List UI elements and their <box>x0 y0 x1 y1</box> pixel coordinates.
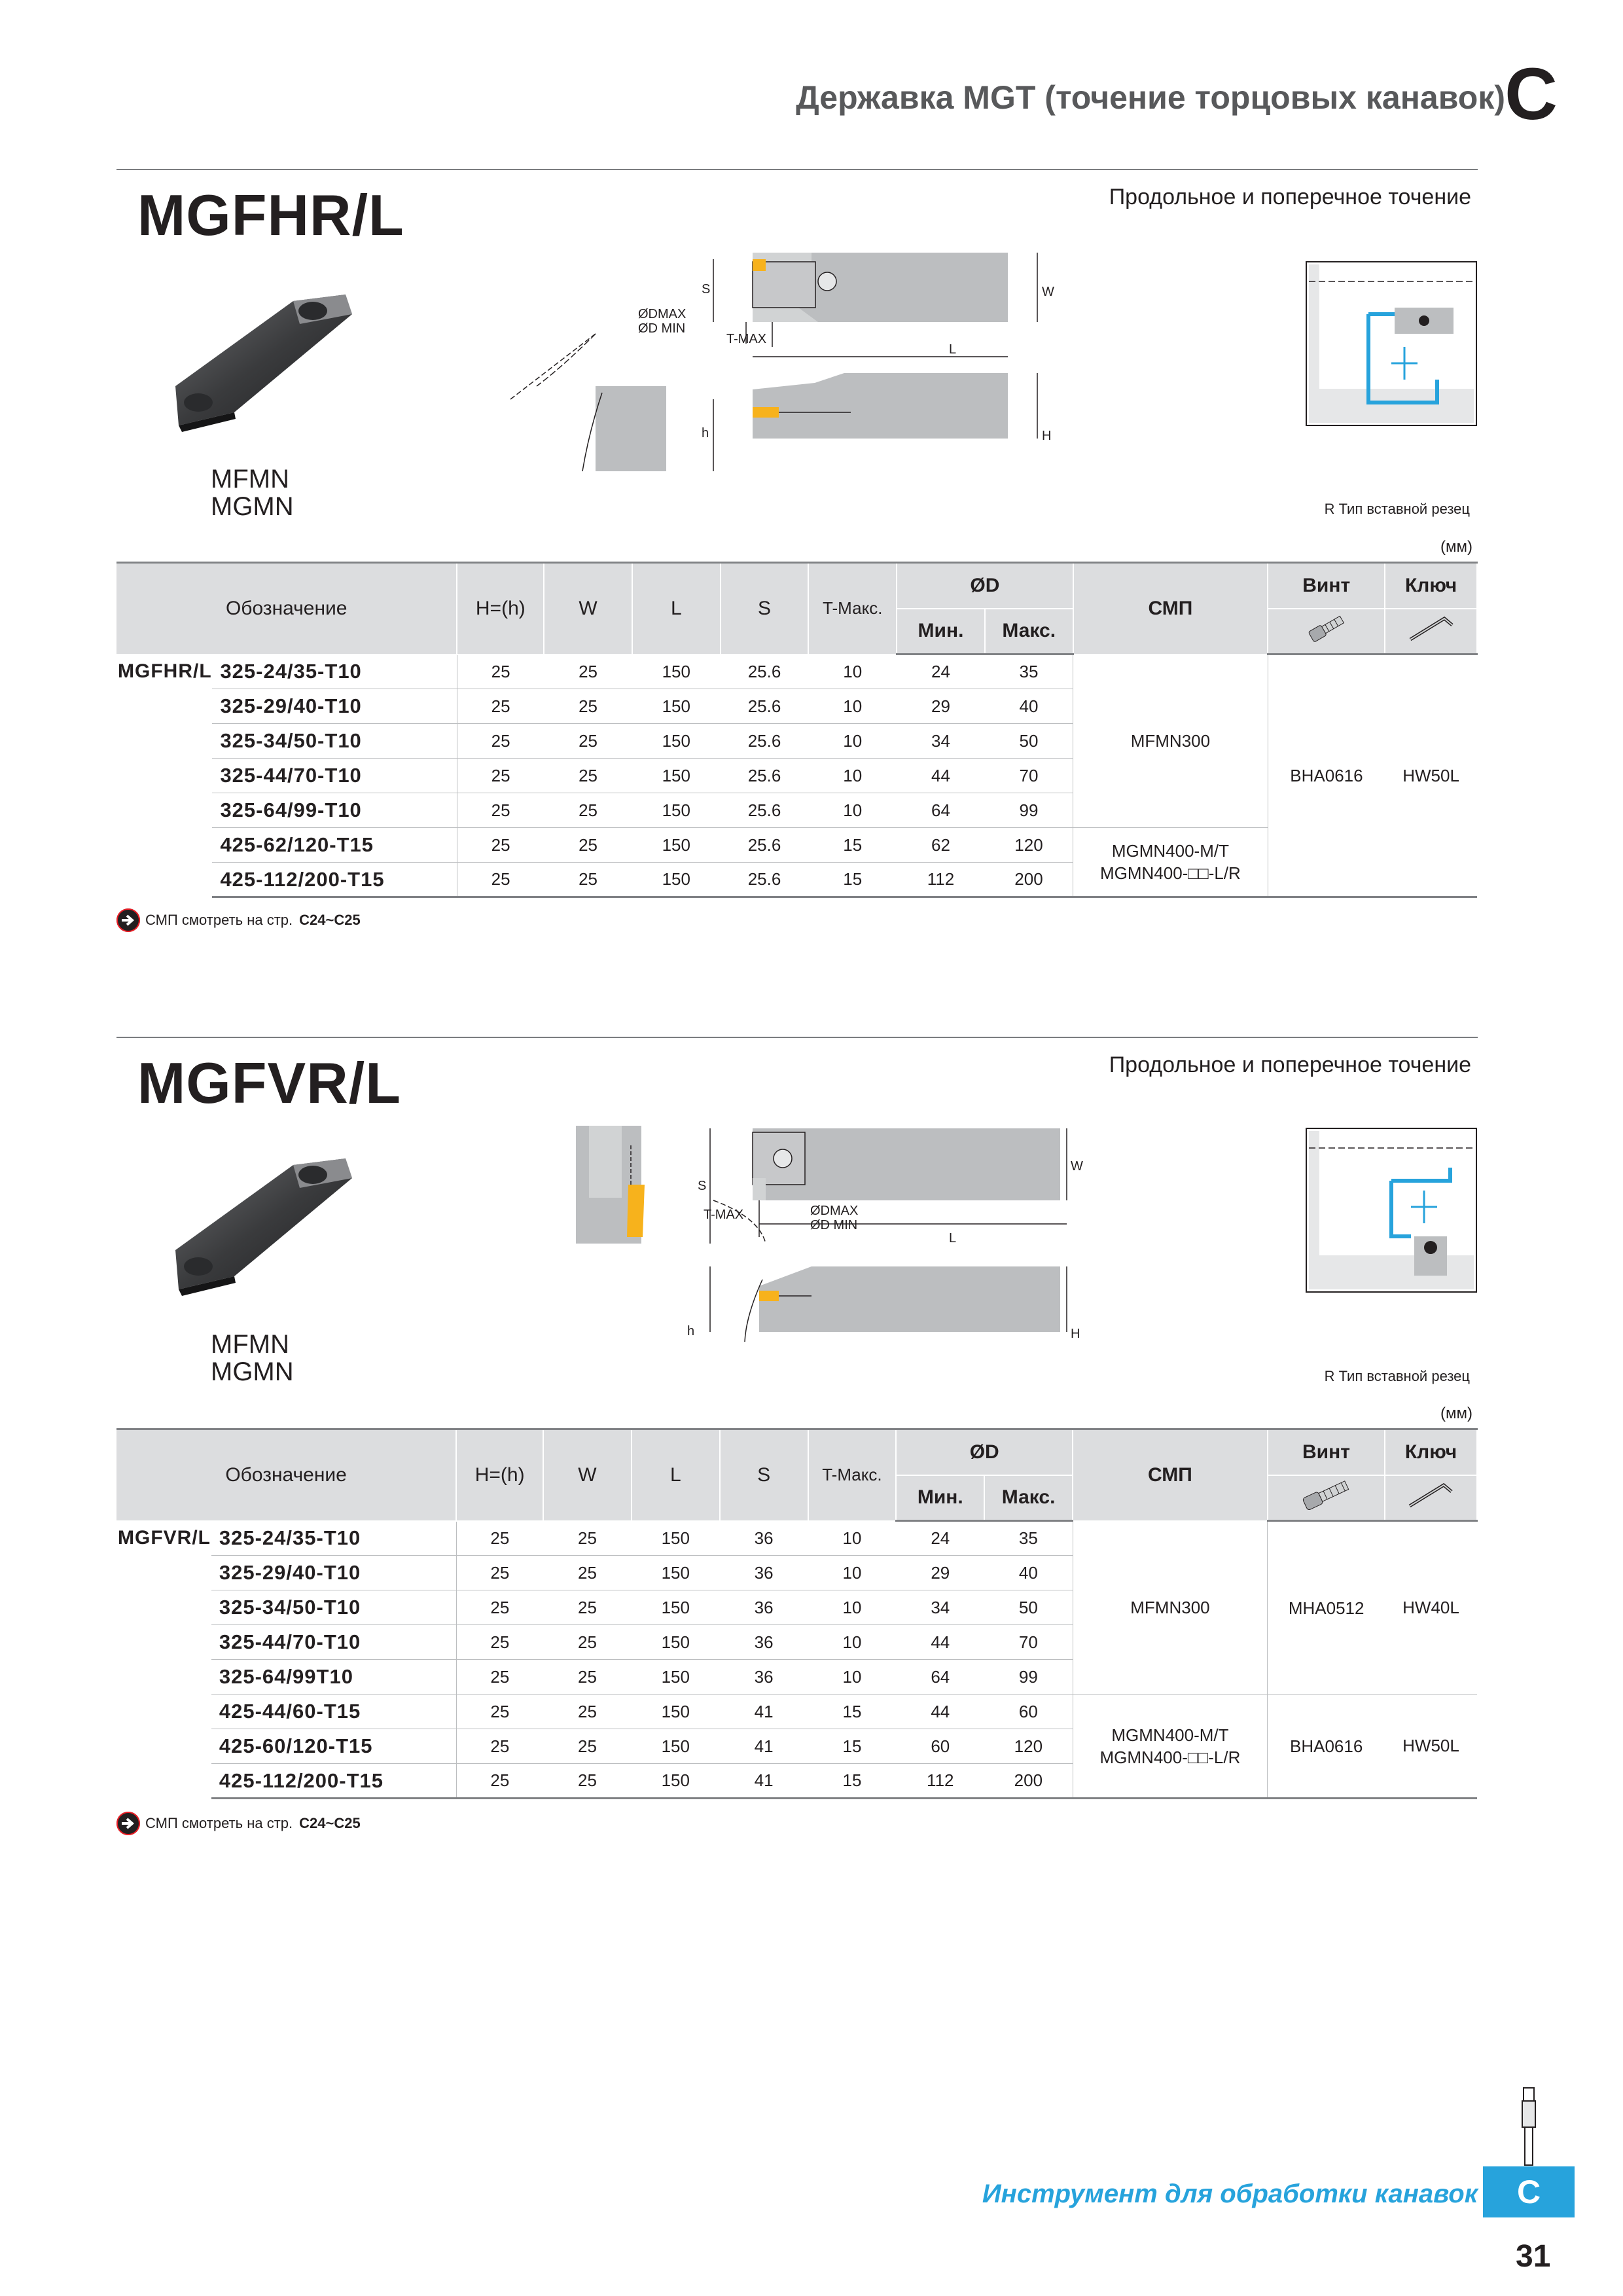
cell-s: 25.6 <box>721 689 809 724</box>
cell-dmax: 40 <box>985 689 1073 724</box>
insert-image <box>162 1139 359 1302</box>
cell-dmin: 44 <box>897 759 985 793</box>
cell-dmin: 112 <box>896 1764 984 1799</box>
col-s: S <box>720 1429 808 1521</box>
cell-dmin: 29 <box>897 689 985 724</box>
cell-insert <box>1073 828 1268 897</box>
insert-label-mfmn: MFMN <box>211 1330 289 1359</box>
dim-l: L <box>949 342 957 357</box>
insert-image <box>162 275 359 439</box>
col-t-max: T-Макс. <box>808 1429 897 1521</box>
col-w: W <box>543 1429 632 1521</box>
col-h: H=(h) <box>457 563 544 655</box>
dim-h-big: H <box>1042 429 1052 443</box>
cell-dmax: 99 <box>985 793 1073 828</box>
cell-s: 25.6 <box>721 863 809 897</box>
cell-w: 25 <box>543 1764 632 1799</box>
table-row-code: 425-112/200-T15 <box>212 863 457 897</box>
cell-l: 150 <box>632 1590 720 1625</box>
insert-line: MGMN400-M/T <box>1111 1725 1229 1745</box>
cell-w: 25 <box>544 793 632 828</box>
footnote <box>116 908 361 932</box>
chapter-tab[interactable]: C <box>1483 2166 1575 2217</box>
cell-h: 25 <box>456 1660 543 1695</box>
dim-h-big: H <box>1071 1327 1080 1341</box>
cell-h: 25 <box>456 1695 543 1729</box>
cell-h: 25 <box>457 759 544 793</box>
col-h: H=(h) <box>456 1429 543 1521</box>
cell-w: 25 <box>543 1625 632 1660</box>
application-schematic <box>1306 262 1476 425</box>
cell-dmin: 64 <box>896 1660 984 1695</box>
cell-dmax: 35 <box>984 1521 1073 1556</box>
grooving-tool-icon <box>1516 2088 1542 2165</box>
col-designation: Обозначение <box>116 1429 456 1521</box>
cell-l: 150 <box>632 1625 720 1660</box>
col-screw: Винт <box>1268 1429 1385 1475</box>
cell-l: 150 <box>632 863 721 897</box>
cell-dmax: 70 <box>984 1625 1073 1660</box>
col-d: ØD <box>896 1429 1073 1475</box>
cell-t: 10 <box>808 1660 897 1695</box>
table-row-code: 425-44/60-T15 <box>211 1695 456 1729</box>
table-row-code: 325-24/35-T10 <box>211 1521 456 1556</box>
cell-w: 25 <box>544 724 632 759</box>
dim-d-min: ØD MIN <box>810 1218 858 1232</box>
col-insert: СМП <box>1073 563 1268 655</box>
page-header-title: Державка MGT (точение торцовых канавок) <box>796 79 1505 116</box>
cell-dmin: 60 <box>896 1729 984 1764</box>
cell-screw: MHA0512 <box>1268 1521 1385 1695</box>
cell-dmax: 120 <box>985 828 1073 863</box>
table-row-code: 425-62/120-T15 <box>212 828 457 863</box>
table-row-code: 325-44/70-T10 <box>212 759 457 793</box>
hex-key-icon <box>1385 609 1477 655</box>
cell-key: HW40L <box>1385 1521 1477 1695</box>
cell-dmin: 34 <box>897 724 985 759</box>
cell-h: 25 <box>457 863 544 897</box>
cell-t: 10 <box>808 689 897 724</box>
table-row-code: 325-29/40-T10 <box>211 1556 456 1590</box>
cell-t: 10 <box>808 759 897 793</box>
cell-t: 15 <box>808 1764 897 1799</box>
dim-w: W <box>1042 285 1054 299</box>
chapter-letter: C <box>1505 53 1558 135</box>
footnote-text: СМП смотреть на стр. <box>145 1815 293 1831</box>
page-reference-icon <box>116 908 140 932</box>
cell-w: 25 <box>544 828 632 863</box>
cell-w: 25 <box>543 1521 632 1556</box>
cell-w: 25 <box>544 689 632 724</box>
insert-label-mgmn: MGMN <box>211 492 294 521</box>
cell-dmin: 112 <box>897 863 985 897</box>
hex-key-icon <box>1385 1475 1477 1521</box>
table-row-code: 325-24/35-T10 <box>212 655 457 689</box>
cell-h: 25 <box>456 1590 543 1625</box>
cell-s: 36 <box>720 1521 808 1556</box>
dim-l: L <box>949 1231 957 1246</box>
cell-dmin: 62 <box>897 828 985 863</box>
col-insert: СМП <box>1073 1429 1268 1521</box>
insert-line: MGMN400-□□-L/R <box>1099 1747 1241 1767</box>
cell-l: 150 <box>632 724 721 759</box>
cell-s: 25.6 <box>721 793 809 828</box>
cell-t: 10 <box>808 1556 897 1590</box>
col-w: W <box>544 563 632 655</box>
col-designation: Обозначение <box>116 563 457 655</box>
cell-t: 15 <box>808 1695 897 1729</box>
cell-l: 150 <box>632 759 721 793</box>
col-d-max: Макс. <box>985 609 1073 655</box>
footnote-text: СМП смотреть на стр. <box>145 912 293 928</box>
section-divider <box>116 1037 1478 1038</box>
cell-dmin: 44 <box>896 1625 984 1660</box>
cell-insert: MFMN300 <box>1073 1521 1268 1695</box>
cell-dmax: 70 <box>985 759 1073 793</box>
cell-dmax: 50 <box>984 1590 1073 1625</box>
col-d-min: Мин. <box>896 1475 984 1521</box>
footnote <box>116 1812 361 1835</box>
screw-icon <box>1268 1475 1385 1521</box>
dim-t-max: T-MAX <box>726 332 767 346</box>
table-row-code: 325-64/99T10 <box>211 1660 456 1695</box>
product-code: MGFVR/L <box>137 1050 401 1115</box>
table-row-code: 325-34/50-T10 <box>212 724 457 759</box>
cell-l: 150 <box>632 1660 720 1695</box>
insert-label-mgmn: MGMN <box>211 1357 294 1386</box>
cell-w: 25 <box>543 1556 632 1590</box>
cell-dmax: 50 <box>985 724 1073 759</box>
cell-t: 10 <box>808 1625 897 1660</box>
cell-dmax: 200 <box>984 1764 1073 1799</box>
table-row-code: 425-60/120-T15 <box>211 1729 456 1764</box>
col-l: L <box>632 563 721 655</box>
cell-dmax: 40 <box>984 1556 1073 1590</box>
dim-h-small: h <box>687 1324 695 1338</box>
cell-dmax: 120 <box>984 1729 1073 1764</box>
col-key: Ключ <box>1385 563 1477 609</box>
insert-line: MGMN400-□□-L/R <box>1099 863 1241 883</box>
cell-h: 25 <box>457 828 544 863</box>
cell-t: 15 <box>808 828 897 863</box>
table-row-code: 325-64/99-T10 <box>212 793 457 828</box>
cell-dmin: 64 <box>897 793 985 828</box>
table-row-code: 425-112/200-T15 <box>211 1764 456 1799</box>
col-d: ØD <box>897 563 1073 609</box>
tool-dimension-drawing <box>510 236 1230 484</box>
page-reference-icon <box>116 1812 140 1835</box>
spec-table <box>116 562 1478 898</box>
cell-h: 25 <box>457 655 544 689</box>
operation-type: Продольное и поперечное точение <box>1109 1052 1471 1077</box>
product-code: MGFHR/L <box>137 183 404 247</box>
tool-dimension-drawing <box>563 1119 1230 1368</box>
cell-dmin: 24 <box>897 655 985 689</box>
cell-w: 25 <box>544 863 632 897</box>
cell-key: HW50L <box>1385 655 1477 897</box>
cell-s: 41 <box>720 1729 808 1764</box>
cell-s: 41 <box>720 1764 808 1799</box>
cell-insert <box>1073 1695 1268 1799</box>
cell-s: 25.6 <box>721 759 809 793</box>
dim-d-min: ØD MIN <box>638 321 686 336</box>
footnote-page-ref[interactable]: C24~C25 <box>299 1815 361 1831</box>
cell-h: 25 <box>456 1521 543 1556</box>
cell-l: 150 <box>632 1695 720 1729</box>
dim-s: S <box>702 282 711 296</box>
cell-w: 25 <box>543 1729 632 1764</box>
cell-t: 10 <box>808 793 897 828</box>
dim-s: S <box>698 1179 707 1193</box>
unit-note: (мм) <box>1440 1405 1472 1422</box>
cell-t: 15 <box>808 1729 897 1764</box>
cell-dmax: 35 <box>985 655 1073 689</box>
cell-dmax: 99 <box>984 1660 1073 1695</box>
table-row-code: 325-34/50-T10 <box>211 1590 456 1625</box>
cell-s: 36 <box>720 1590 808 1625</box>
cell-h: 25 <box>456 1625 543 1660</box>
cell-s: 36 <box>720 1625 808 1660</box>
cell-w: 25 <box>543 1590 632 1625</box>
dim-d-max: ØDMAX <box>638 307 687 321</box>
cell-dmax: 60 <box>984 1695 1073 1729</box>
series-label: MGFHR/L <box>118 660 212 682</box>
table-row-code: 325-29/40-T10 <box>212 689 457 724</box>
application-schematic <box>1306 1128 1476 1292</box>
cell-s: 36 <box>720 1556 808 1590</box>
cell-h: 25 <box>457 793 544 828</box>
cell-w: 25 <box>543 1660 632 1695</box>
cell-h: 25 <box>457 689 544 724</box>
cell-w: 25 <box>544 759 632 793</box>
col-s: S <box>721 563 809 655</box>
cell-t: 10 <box>808 1521 897 1556</box>
cell-dmin: 34 <box>896 1590 984 1625</box>
cell-t: 10 <box>808 655 897 689</box>
dim-t-max: T-MAX <box>704 1208 744 1222</box>
cell-l: 150 <box>632 828 721 863</box>
table-row-code: 325-44/70-T10 <box>211 1625 456 1660</box>
insert-line: MGMN400-M/T <box>1111 841 1229 861</box>
dim-d-max: ØDMAX <box>810 1204 859 1218</box>
insert-type-note: R Тип вставной резец <box>1324 1368 1470 1384</box>
col-t-max: T-Макс. <box>808 563 897 655</box>
cell-h: 25 <box>456 1556 543 1590</box>
cell-l: 150 <box>632 1556 720 1590</box>
cell-w: 25 <box>544 655 632 689</box>
cell-h: 25 <box>456 1729 543 1764</box>
cell-l: 150 <box>632 1729 720 1764</box>
cell-s: 36 <box>720 1660 808 1695</box>
col-d-max: Макс. <box>984 1475 1073 1521</box>
cell-h: 25 <box>457 724 544 759</box>
screw-icon <box>1268 609 1385 655</box>
cell-w: 25 <box>543 1695 632 1729</box>
col-d-min: Мин. <box>897 609 985 655</box>
cell-t: 10 <box>808 724 897 759</box>
cell-s: 25.6 <box>721 828 809 863</box>
cell-screw: BHA0616 <box>1268 655 1385 897</box>
cell-s: 25.6 <box>721 724 809 759</box>
insert-type-note: R Тип вставной резец <box>1324 501 1470 517</box>
spec-table <box>116 1428 1478 1799</box>
series-label: MGFVR/L <box>118 1526 211 1549</box>
operation-type: Продольное и поперечное точение <box>1109 185 1471 209</box>
footnote-page-ref[interactable]: C24~C25 <box>299 912 361 928</box>
cell-l: 150 <box>632 1521 720 1556</box>
cell-insert: MFMN300 <box>1073 655 1268 828</box>
footer-title: Инструмент для обработки канавок <box>982 2179 1478 2208</box>
col-key: Ключ <box>1385 1429 1477 1475</box>
page-number: 31 <box>1516 2239 1551 2274</box>
cell-dmin: 24 <box>896 1521 984 1556</box>
unit-note: (мм) <box>1440 538 1472 556</box>
dim-w: W <box>1071 1159 1083 1174</box>
section-divider <box>116 169 1478 170</box>
cell-dmax: 200 <box>985 863 1073 897</box>
cell-l: 150 <box>632 793 721 828</box>
cell-t: 10 <box>808 1590 897 1625</box>
col-screw: Винт <box>1268 563 1385 609</box>
cell-t: 15 <box>808 863 897 897</box>
cell-s: 41 <box>720 1695 808 1729</box>
cell-screw: BHA0616 <box>1268 1695 1385 1799</box>
cell-key: HW50L <box>1385 1695 1477 1799</box>
cell-l: 150 <box>632 655 721 689</box>
cell-dmin: 44 <box>896 1695 984 1729</box>
cell-l: 150 <box>632 1764 720 1799</box>
cell-dmin: 29 <box>896 1556 984 1590</box>
col-l: L <box>632 1429 720 1521</box>
cell-s: 25.6 <box>721 655 809 689</box>
insert-label-mfmn: MFMN <box>211 465 289 493</box>
cell-l: 150 <box>632 689 721 724</box>
dim-h-small: h <box>702 426 709 440</box>
cell-h: 25 <box>456 1764 543 1799</box>
